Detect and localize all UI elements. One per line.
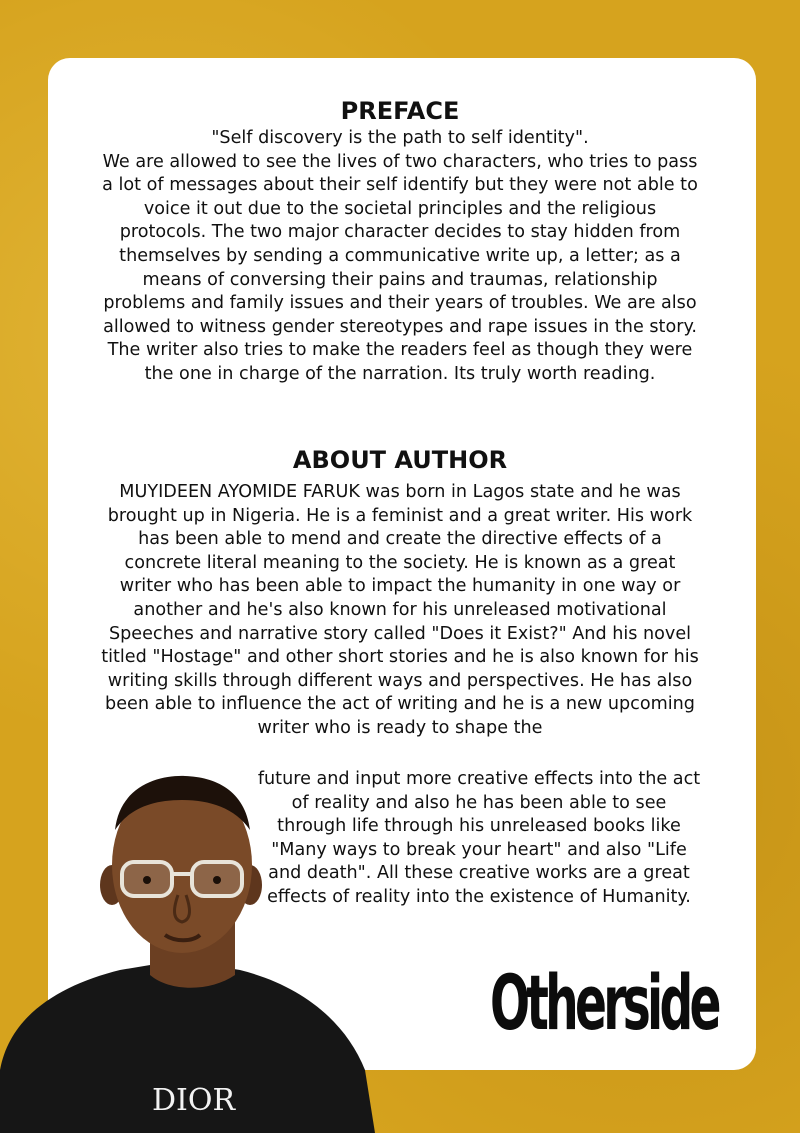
about-author-body-top xyxy=(100,481,700,741)
about-author-heading: ABOUT AUTHOR xyxy=(292,446,508,474)
shirt-print-text: DIOR xyxy=(152,1083,236,1118)
preface-body: We are allowed to see the lives of two characters, who tries to pass a lot of messages about their self identify but they were not able to voice it out due to the societal principles and the religious protocols. The two major character decides to stay hidden from themselves by sending a communicative write up, a letter; as a means of conversing their pains and traumas, relationship problems and family issues and their years of troubles. We are also allowed to witness gender stereotypes and rape issues in the story. The writer also tries to make the readers feel as though they were the one in charge of the narration. Its truly worth reading. xyxy=(102,151,698,384)
author-portrait xyxy=(0,770,380,1133)
preface-heading: PREFACE xyxy=(340,97,460,125)
about-author-text-bottom: future and input more creative effects into the act of reality and also he has been able to see through life through his unreleased books like "Many ways to break your heart" and also "Life and death". All these creative works are a great effects of reality into the existence of Humanity. xyxy=(257,769,701,907)
preface-quote: "Self discovery is the path to self identity". xyxy=(211,128,589,148)
otherside-logo: Otherside xyxy=(490,958,718,1047)
about-author-text-top: MUYIDEEN AYOMIDE FARUK was born in Lagos state and he was brought up in Nigeria. He is a feminist and a great writer. His work has been able to mend and create the directive effects of a concrete literal meaning to the society. He is known as a great writer who has been able to impact the humanity in one way or another and he's also known for his unreleased motivational Speeches and narrative story called "Does it Exist?" And his novel titled "Hostage" and other short stories and he is also known for his writing skills through different ways and perspectives. He has also been able to influence the act of writing and he is a new upcoming writer who is ready to shape the xyxy=(101,482,699,738)
preface-section xyxy=(100,127,700,387)
